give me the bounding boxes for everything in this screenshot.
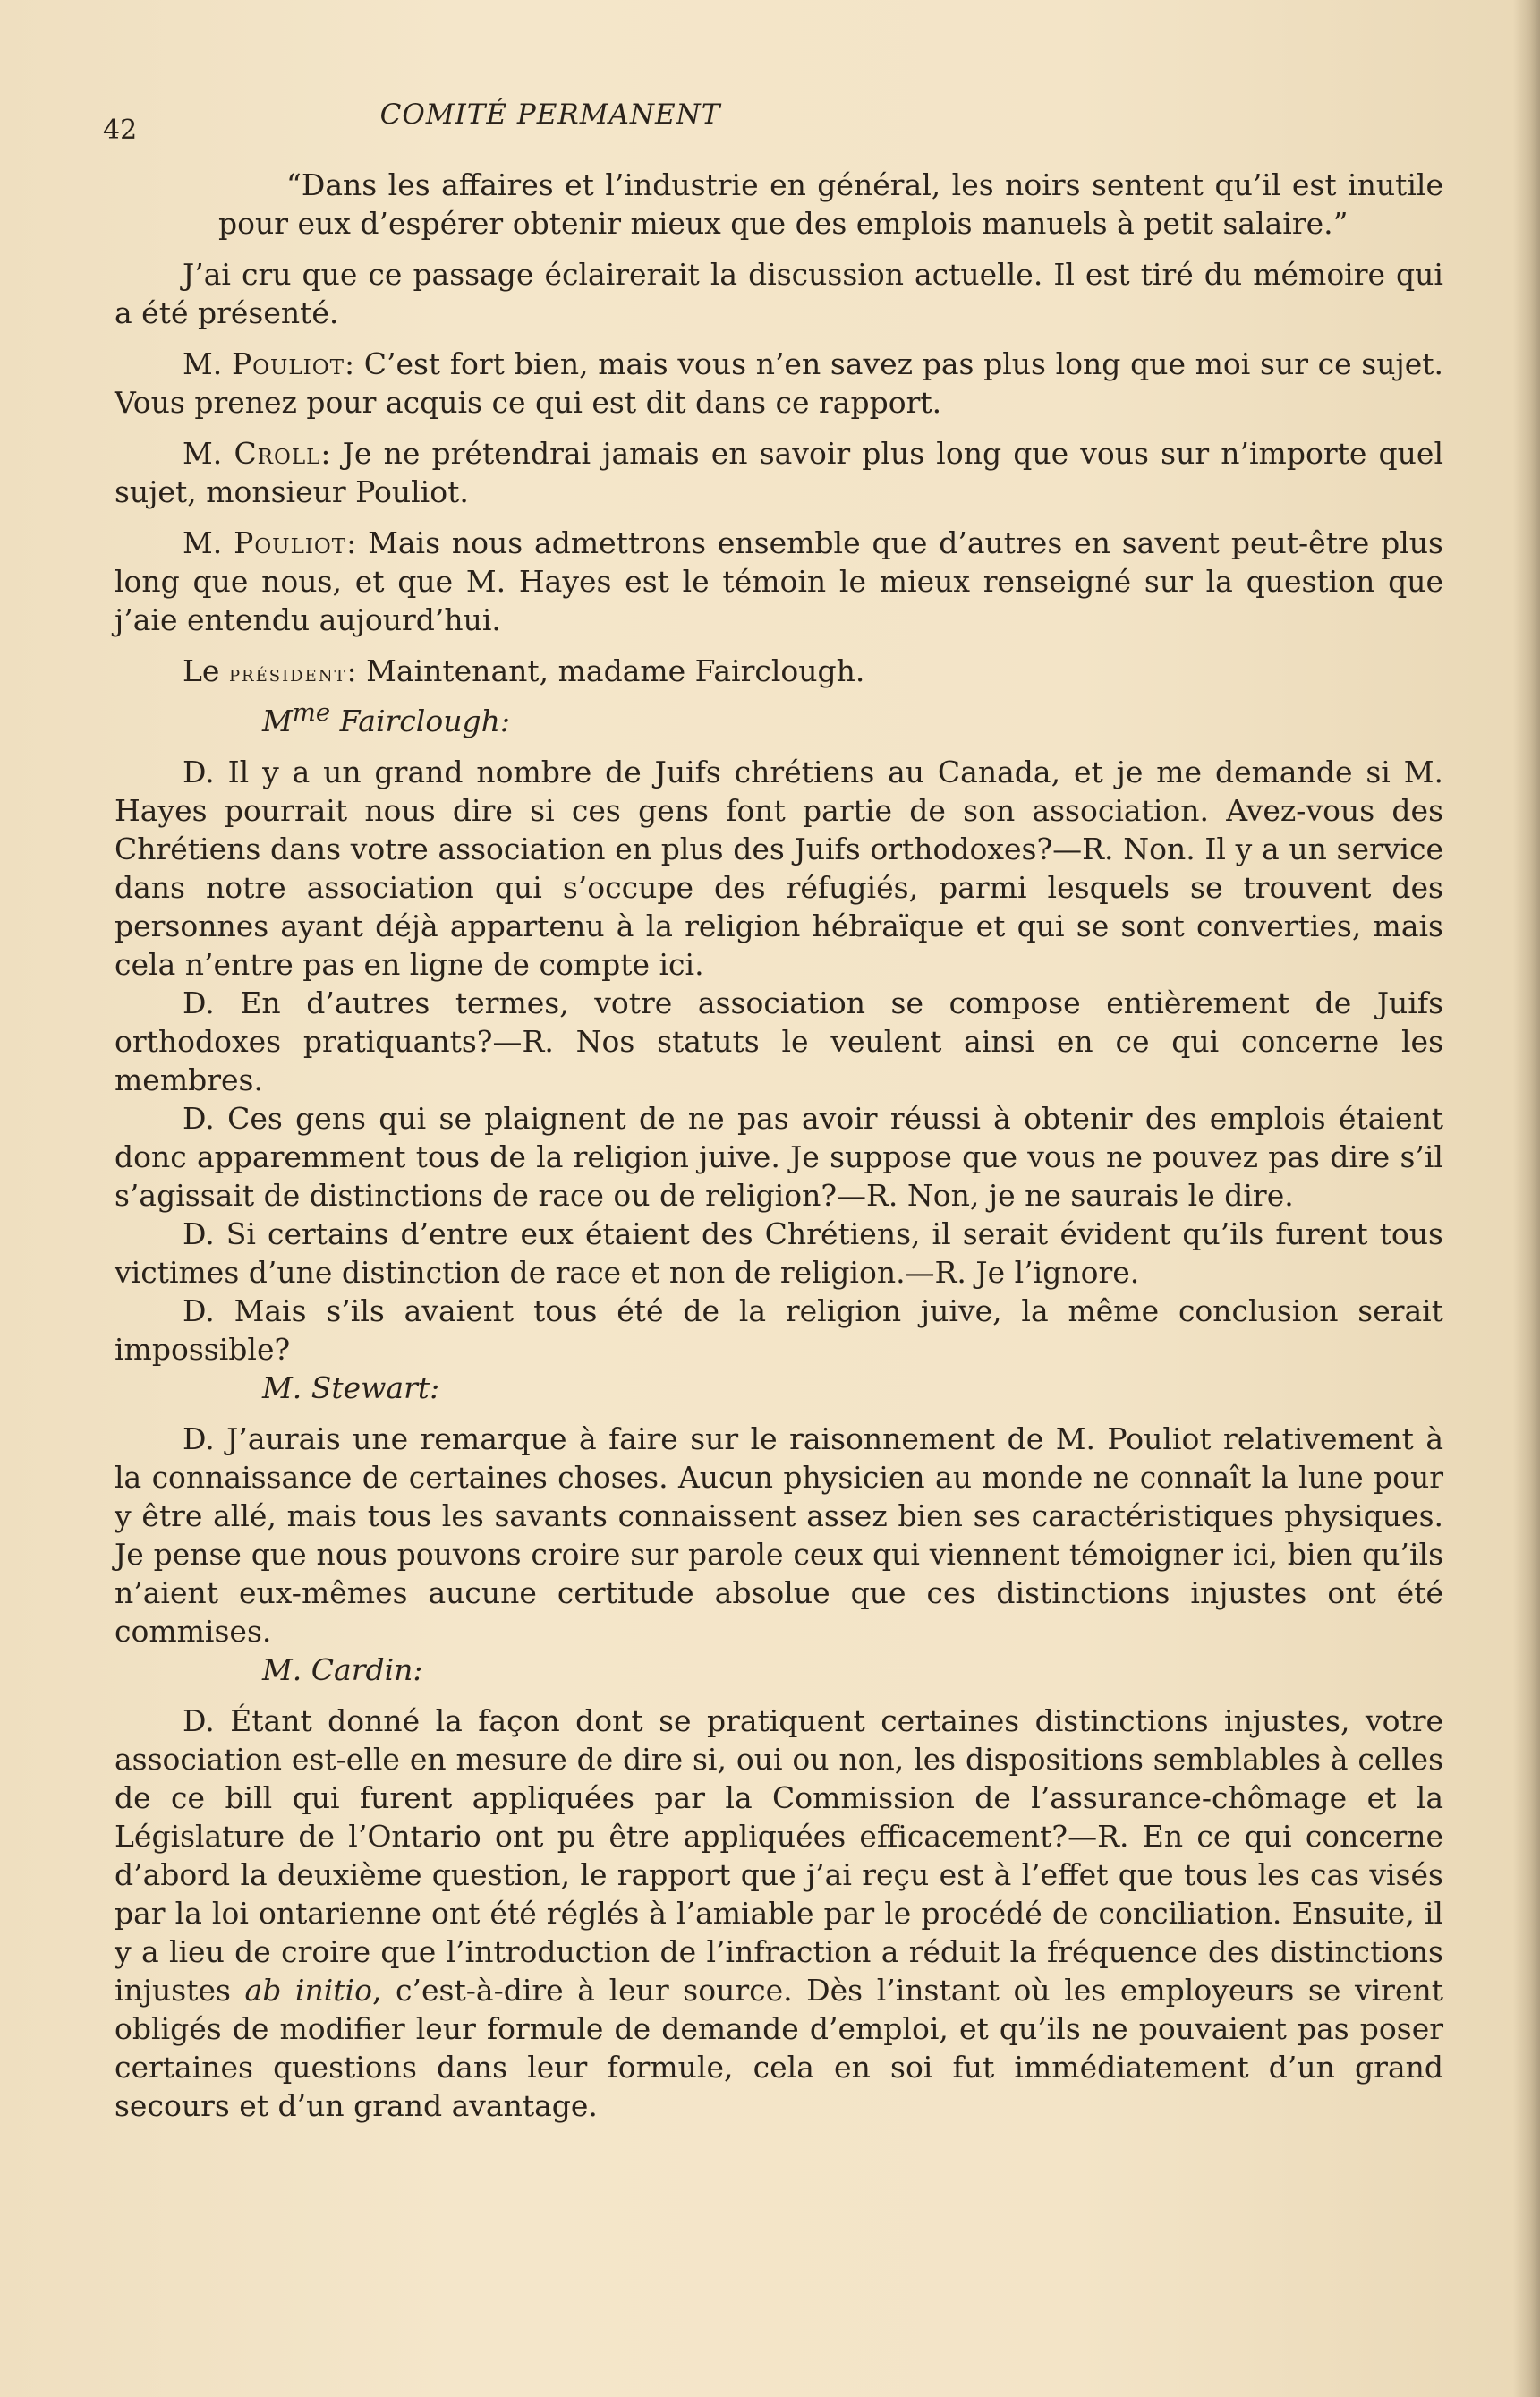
latin-phrase: ab initio (244, 1973, 372, 2008)
section-heading-fairclough (115, 694, 1443, 740)
speaker-prefix: M. (183, 525, 234, 560)
page-edge-shadow (1513, 0, 1540, 2397)
speaker-name: Pouliot (231, 346, 345, 381)
intro-paragraph: J’ai cru que ce passage éclairerait la discussion actuelle. Il est tiré du mémoire qui a été présenté. (115, 257, 1443, 330)
speaker-name: Pouliot (234, 525, 347, 560)
exchange-paragraph (115, 652, 1443, 694)
speech-text: Je ne prétendrai jamais en savoir plus long que vous sur n’importe quel sujet, monsieur Pouliot. (115, 436, 1443, 509)
qa-paragraph (115, 1702, 1443, 2125)
heading-superscript: me (292, 698, 331, 727)
speaker-separator: : (320, 436, 343, 471)
exchange-paragraph (115, 434, 1443, 511)
speech-text: Maintenant, madame Fairclough. (366, 653, 865, 688)
speaker-prefix: M. (183, 346, 232, 381)
qa-paragraph: D. Ces gens qui se plaignent de ne pas avoir réussi à obtenir des emplois étaient donc apparemment tous de la religion juive. Je suppose que vous ne pouvez pas dire s’il s’agissait de distinctions de race ou de religion?—R. Non, je ne saurais le dire. (115, 1101, 1443, 1213)
page-number: 42 (103, 115, 138, 146)
speaker-prefix: Le (183, 653, 229, 688)
section-heading-stewart: M. Stewart: (262, 1370, 440, 1405)
quotation-paragraph: “Dans les affaires et l’industrie en général, les noirs sentent qu’il est inutile pour eux d’espérer obtenir mieux que des emplois manuels à petit salaire.” (218, 167, 1443, 241)
speech-text: C’est fort bien, mais vous n’en savez pas plus long que moi sur ce sujet. Vous prenez pour acquis ce qui est dit dans ce rapport. (115, 346, 1443, 420)
speaker-separator: : (346, 525, 369, 560)
exchange-paragraph (115, 524, 1443, 639)
qa-text: D. Étant donné la façon dont se pratiquent certaines distinctions injustes, votre association est-elle en mesure de dire si, oui ou non, les dispositions semblables à celles de ce bill qui furent appliquées par la Commission de l’assurance-chômage et la Législature de l’Ontario ont pu être appliquées efficacement?—R. En ce qui concerne d’abord la deuxième question, le rapport que j’ai reçu est à l’effet que tous les cas visés par la loi ontarienne ont été réglés à l’amiable par le procédé de conciliation. Ensuite, il y a lieu de croire que l’introduction de l’infraction a réduit la fréquence des distinctions injustes (115, 1703, 1443, 2008)
speaker-prefix: M. (183, 436, 234, 471)
qa-paragraph: D. Mais s’ils avaient tous été de la religion juive, la même conclusion serait impossible? (115, 1293, 1443, 1367)
heading-name: Fairclough: (330, 704, 510, 738)
qa-text: , c’est-à-dire à leur source. Dès l’instant où les employeurs se virent obligés de modifier leur formule de demande d’emploi, et qu’ils ne pouvaient pas poser certaines questions dans leur formule, cela en soi fut immédiatement d’un grand secours et d’un grand avantage. (115, 1973, 1443, 2123)
qa-paragraph: D. Si certains d’entre eux étaient des Chrétiens, il serait évident qu’ils furent tous victimes d’une distinction de race et non de religion.—R. Je l’ignore. (115, 1216, 1443, 1290)
speaker-name: président (228, 661, 347, 687)
page-header (103, 98, 1445, 146)
exchange-paragraph (115, 345, 1443, 422)
speech-text: Mais nous admettrons ensemble que d’autres en savent peut-être plus long que nous, et que M. Hayes est le témoin le mieux renseigné sur la question que j’aie entendu aujourd’hui. (115, 525, 1443, 637)
qa-paragraph: D. J’aurais une remarque à faire sur le raisonnement de M. Pouliot relativement à la connaissance de certaines choses. Aucun physicien au monde ne connaît la lune pour y être allé, mais tous les savants connaissent assez bien ses caractéristiques physiques. Je pense que nous pouvons croire sur parole ceux qui viennent témoigner ici, bien qu’ils n’aient eux-mêmes aucune certitude absolue que ces distinctions injustes ont été commises. (115, 1421, 1443, 1649)
section-heading-cardin: M. Cardin: (262, 1652, 423, 1687)
speaker-name: Croll (234, 436, 321, 471)
qa-paragraph: D. En d’autres termes, votre association se compose entièrement de Juifs orthodoxes pratiquants?—R. Nos statuts le veulent ainsi en ce qui concerne les membres. (115, 985, 1443, 1097)
heading-prefix: M (262, 704, 293, 738)
page-body (115, 166, 1443, 2125)
running-title: COMITÉ PERMANENT (379, 98, 721, 131)
qa-paragraph: D. Il y a un grand nombre de Juifs chrétiens au Canada, et je me demande si M. Hayes pourrait nous dire si ces gens font partie de son association. Avez-vous des Chrétiens dans votre association en plus des Juifs orthodoxes?—R. Non. Il y a un service dans notre association qui s’occupe des réfugiés, parmi lesquels se trouvent des personnes ayant déjà appartenu à la religion hébraïque et qui se sont converties, mais cela n’entre pas en ligne de compte ici. (115, 755, 1443, 982)
speaker-separator: : (344, 346, 364, 381)
speaker-separator: : (346, 653, 367, 688)
